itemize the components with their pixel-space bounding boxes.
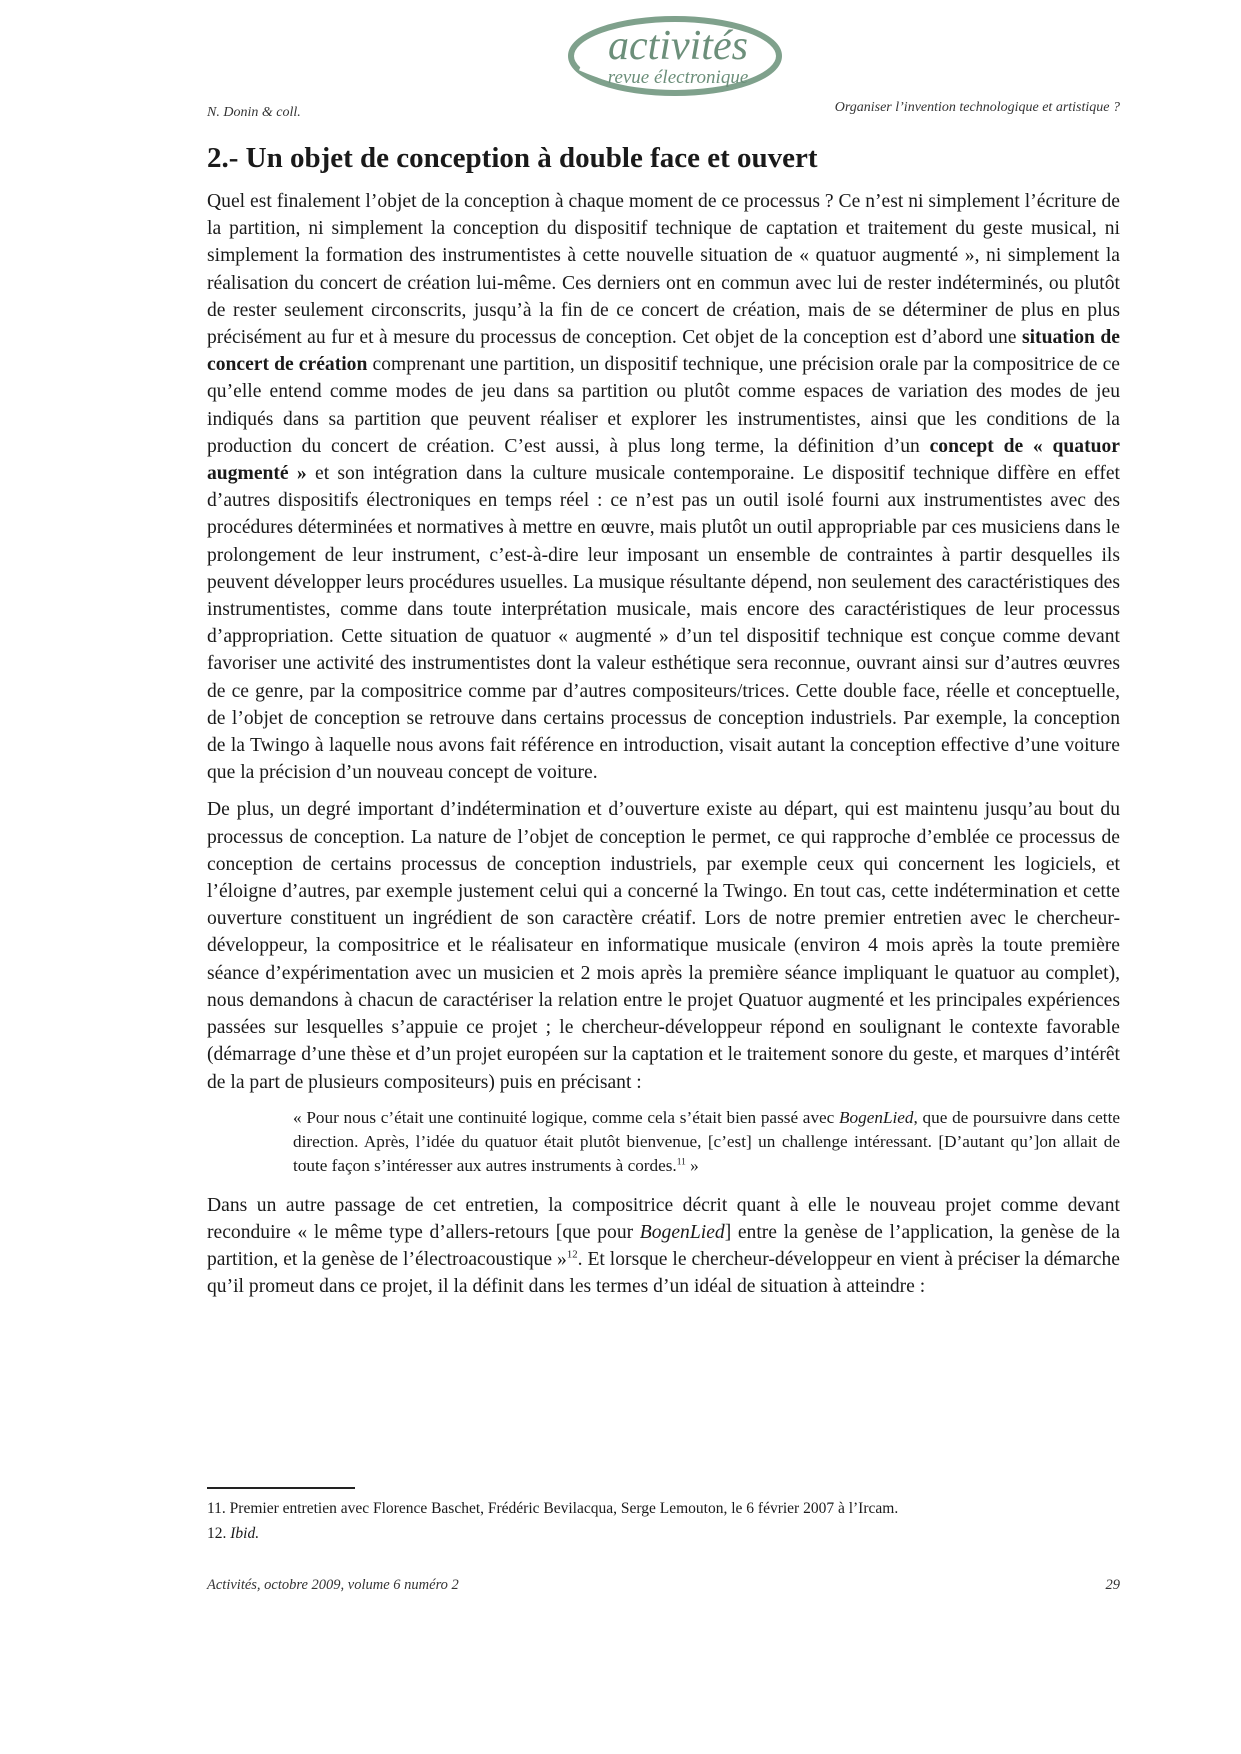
logo-word: activités xyxy=(608,23,748,69)
footnote-divider xyxy=(207,1487,355,1489)
footnote-ref-12[interactable]: 12 xyxy=(566,1248,578,1261)
bold-term-concept: concept de « quatuor augmenté » xyxy=(207,435,1120,485)
footer-journal: Activités, octobre 2009, volume 6 numéro 2 xyxy=(207,1577,459,1593)
bold-term-situation: situation de concert de création xyxy=(207,327,1120,376)
footnote-11: 11. Premier entretien avec Florence Baschet, Frédéric Bevilacqua, Serge Lemouton, le 6 février 2007 à l’Ircam. xyxy=(207,1500,899,1517)
header-running-title: Organiser l’invention technologique et artistique ? xyxy=(834,100,1120,115)
page-number: 29 xyxy=(1105,1577,1120,1593)
article-body xyxy=(207,140,1120,1311)
paragraph-2: De plus, un degré important d’indétermination et d’ouverture existe au départ, qui est maintenu jusqu’au bout du processus de conception. La nature de l’objet de conception le permet, ce qui rapproche d’emblée ce processus de conception de certains processus de conception industriels, par exemple ceux qui concernent les logiciels, et l’éloigne d’autres, par exemple justement celui qui a concerné la Twingo. En tout cas, cette indétermination et cette ouverture constituent un ingrédient de son caractère créatif. Lors de notre premier entretien avec le chercheur-développeur, la compositrice et le réalisateur en informatique musicale (environ 4 mois après la toute première séance d’expérimentation avec un musicien et 2 mois après la première séance impliquant le quatuor au complet), nous demandons à chacun de caractériser la relation entre le projet Quatuor augmenté et les principales expériences passées sur lesquelles s’appuie ce projet ; le chercheur-développeur répond en soulignant le contexte favorable (démarrage d’une thèse et d’un projet européen sur la captation et le traitement sonore du geste, et marques d’intérêt de la part de plusieurs compositeurs) puis en précisant : xyxy=(207,799,1120,1093)
journal-logo xyxy=(566,14,784,98)
section-title: 2.- Un objet de conception à double face et ouvert xyxy=(207,142,818,174)
footnote-12: 12. Ibid. xyxy=(207,1525,260,1542)
logo-tagline: revue électronique xyxy=(607,67,749,88)
paragraph-3: Dans un autre passage de cet entretien, la compositrice décrit quant à elle le nouveau projet comme devant reconduire « le même type d’allers-retours [que pour BogenLied] entre la genèse de l’application, la genèse de la partition, et la genèse de l’électroacoustique »$^{12}$. Et lorsque le chercheur-développeur en vient à préciser la démarche qu’il promeut dans ce projet, il la définit dans les termes d’un idéal de situation à atteindre : xyxy=(207,1194,1121,1298)
paragraph-1: Quel est finalement l’objet de la conception à chaque moment de ce processus ? Ce n’est ni simplement l’écriture de la partition, ni simplement la conception du dispositif technique de captation et traitement du geste musical, ni simplement la formation des instrumentistes à cette nouvelle situation de « quatuor augmenté », ni simplement la réalisation du concert de création lui-même. Ces derniers ont en commun avec lui de rester indéterminés, ou plutôt de rester seulement circonscrits, jusqu’à la fin de ce concert de création, mais de se déterminer de plus en plus précisément au fur et à mesure du processus de conception. Cet objet de la conception est d’abord une situation de concert de création comprenant une partition, un dispositif technique, une précision orale par la compositrice de ce qu’elle entend comme modes de jeu dans sa partition ou plutôt comme espaces de variation des modes de jeu indiqués dans sa partition que peuvent réaliser et explorer les instrumentistes, ainsi que les conditions de la production du concert de création. C’est aussi, à plus long terme, la définition d’un concept de « quatuor augmenté » et son intégration dans la culture musicale contemporaine. Le dispositif technique diffère en effet d’autres dispositifs électroniques en temps réel : ce n’est pas un outil isolé fourni aux instrumentistes avec des procédures déterminées et normatives à mettre en œuvre, mais plutôt un outil appropriable par ces musiciens dans le prolongement de leur instrument, c’est-à-dire leur imposant un ensemble de contraintes à partir desquelles ils peuvent développer leurs procédures usuelles. La musique résultante dépend, non seulement des caractéristiques des instrumentistes, comme dans toute interprétation musicale, mais encore des caractéristiques de leur processus d’appropriation. Cette situation de quatuor « augmenté » d’un tel dispositif technique est conçue comme devant favoriser une activité des instrumentistes dont la valeur esthétique sera reconnue, ouvrant ainsi sur d’autres œuvres de ce genre, par la compositrice comme par d’autres compositeurs/trices. Cette double face, réelle et conceptuelle, de l’objet de conception se retrouve dans certains processus de conception industriels. Par exemple, la conception de la Twingo à laquelle nous avons fait référence en introduction, visait autant la conception effective d’une voiture que la précision d’un nouveau concept de voiture. xyxy=(207,191,1121,784)
block-quote: « Pour nous c’était une continuité logique, comme cela s’était bien passé avec BogenLied, que de poursuivre dans cette direction. Après, l’idée du quatuor était plutôt bienvenue, [c’est] un challenge intéressant. [D’autant qu’]on allait de toute façon s’intéresser aux autres instruments à cordes.$^{11}$ » xyxy=(293,1107,1120,1175)
footnotes xyxy=(207,1496,1120,1546)
header-author: N. Donin & coll. xyxy=(207,105,301,120)
footnote-ref-11[interactable]: 11 xyxy=(676,1156,686,1167)
